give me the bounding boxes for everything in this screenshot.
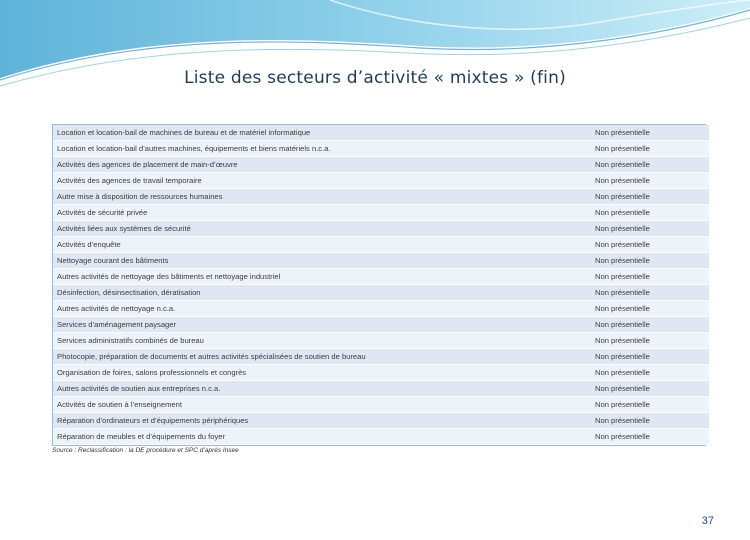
- status-cell: Non présentielle: [591, 317, 709, 333]
- status-cell: Non présentielle: [591, 301, 709, 317]
- status-cell: Non présentielle: [591, 269, 709, 285]
- sector-cell: Autres activités de soutien aux entreprises n.c.a.: [53, 381, 591, 397]
- sector-cell: Organisation de foires, salons professionnels et congrès: [53, 365, 591, 381]
- sector-cell: Désinfection, désinsectisation, dératisation: [53, 285, 591, 301]
- status-cell: Non présentielle: [591, 413, 709, 429]
- table-row: [53, 397, 709, 413]
- status-cell: Non présentielle: [591, 381, 709, 397]
- source-note: Source : Reclassification : la DE procédure et SPC d’après Insee: [52, 447, 239, 454]
- table-row: [53, 157, 709, 173]
- table-row: [53, 381, 709, 397]
- status-cell: Non présentielle: [591, 365, 709, 381]
- sector-cell: Nettoyage courant des bâtiments: [53, 253, 591, 269]
- status-cell: Non présentielle: [591, 333, 709, 349]
- sector-cell: Autres activités de nettoyage des bâtiments et nettoyage industriel: [53, 269, 591, 285]
- sector-cell: Activités de soutien à l’enseignement: [53, 397, 591, 413]
- table-row: [53, 301, 709, 317]
- table-row: [53, 189, 709, 205]
- status-cell: Non présentielle: [591, 125, 709, 141]
- table-row: [53, 365, 709, 381]
- page-title: Liste des secteurs d’activité « mixtes » (fin): [184, 68, 566, 88]
- sector-cell: Services administratifs combinés de bureau: [53, 333, 591, 349]
- status-cell: Non présentielle: [591, 285, 709, 301]
- table-row: [53, 269, 709, 285]
- sector-table: [52, 124, 706, 446]
- sector-cell: Autres activités de nettoyage n.c.a.: [53, 301, 591, 317]
- sector-cell: Réparation d’ordinateurs et d’équipements périphériques: [53, 413, 591, 429]
- sector-cell: Activités des agences de travail temporaire: [53, 173, 591, 189]
- page-number: 37: [701, 515, 714, 527]
- status-cell: Non présentielle: [591, 349, 709, 365]
- table-row: [53, 141, 709, 157]
- status-cell: Non présentielle: [591, 141, 709, 157]
- sector-cell: Autre mise à disposition de ressources humaines: [53, 189, 591, 205]
- sector-cell: Activités liées aux systèmes de sécurité: [53, 221, 591, 237]
- table-row: [53, 173, 709, 189]
- table-row: [53, 253, 709, 269]
- sector-cell: Location et location-bail de machines de bureau et de matériel informatique: [53, 125, 591, 141]
- table-row: [53, 317, 709, 333]
- status-cell: Non présentielle: [591, 237, 709, 253]
- table-row: [53, 125, 709, 141]
- header-wave-decoration: [0, 0, 750, 110]
- table-row: [53, 429, 709, 445]
- table-row: [53, 221, 709, 237]
- status-cell: Non présentielle: [591, 157, 709, 173]
- table-row: [53, 285, 709, 301]
- table-row: [53, 349, 709, 365]
- sector-cell: Photocopie, préparation de documents et autres activités spécialisées de soutien de bureau: [53, 349, 591, 365]
- sector-cell: Activités des agences de placement de main-d’œuvre: [53, 157, 591, 173]
- table-row: [53, 237, 709, 253]
- status-cell: Non présentielle: [591, 173, 709, 189]
- table-row: [53, 333, 709, 349]
- sector-cell: Location et location-bail d’autres machines, équipements et biens matériels n.c.a.: [53, 141, 591, 157]
- sector-cell: Réparation de meubles et d’équipements du foyer: [53, 429, 591, 445]
- status-cell: Non présentielle: [591, 397, 709, 413]
- status-cell: Non présentielle: [591, 189, 709, 205]
- status-cell: Non présentielle: [591, 205, 709, 221]
- table-row: [53, 413, 709, 429]
- sector-cell: Services d’aménagement paysager: [53, 317, 591, 333]
- status-cell: Non présentielle: [591, 221, 709, 237]
- status-cell: Non présentielle: [591, 253, 709, 269]
- sector-cell: Activités de sécurité privée: [53, 205, 591, 221]
- sector-cell: Activités d’enquête: [53, 237, 591, 253]
- table-row: [53, 205, 709, 221]
- status-cell: Non présentielle: [591, 429, 709, 445]
